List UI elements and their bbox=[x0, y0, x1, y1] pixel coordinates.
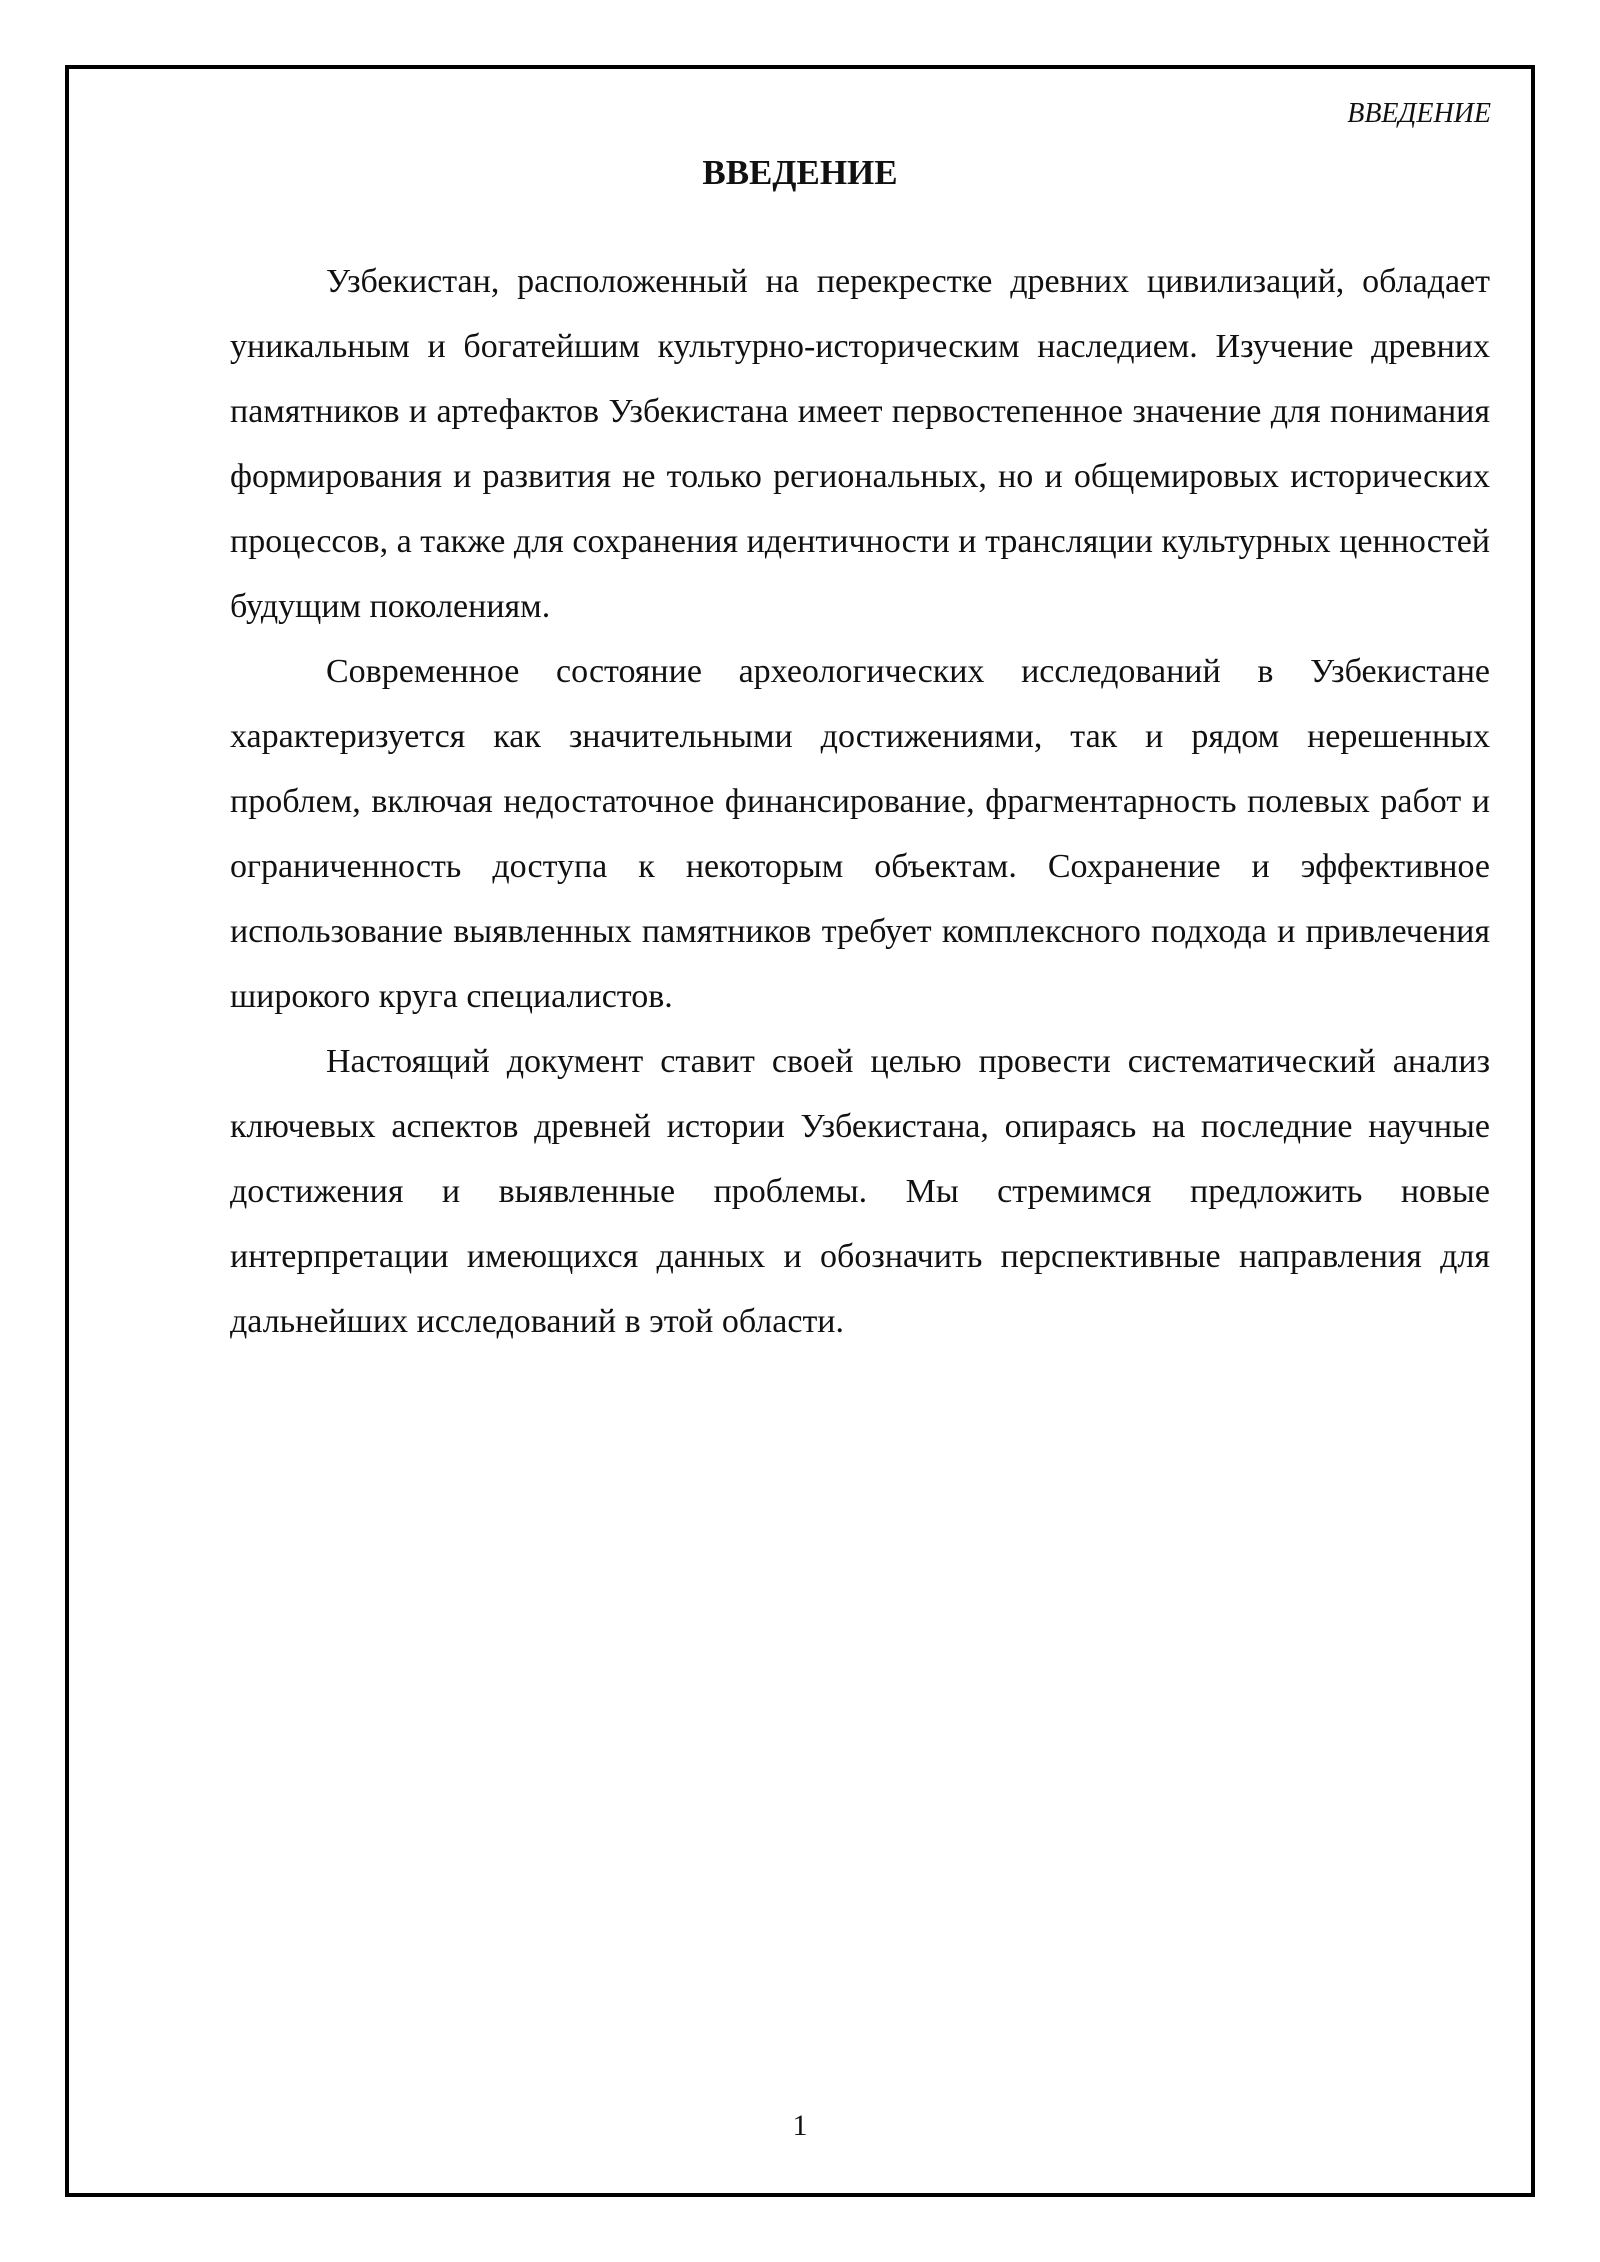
page-title: ВВЕДЕНИЕ bbox=[702, 153, 898, 192]
paragraph-1: Узбекистан, расположенный на перекрестке древних цивилизаций, обладает уникальным и богатейшим культурно-историческим наследием. Изучение древних памятников и артефактов Узбекистана имеет первостепенное значение для понимания формирования и развития не только региональных, но и общемировых исторических процессов, а также для сохранения идентичности и трансляции культурных ценностей будущим поколениям. bbox=[230, 263, 1490, 625]
paragraph-3: Настоящий документ ставит своей целью провести систематический анализ ключевых аспектов древней истории Узбекистана, опираясь на последние научные достижения и выявленные проблемы. Мы стремимся предложить новые интерпретации имеющихся данных и обозначить перспективные направления для дальнейших исследований в этой области. bbox=[230, 1043, 1490, 1340]
page-number: 1 bbox=[792, 2109, 808, 2142]
running-header: ВВЕДЕНИЕ bbox=[1347, 98, 1491, 129]
body-text bbox=[230, 249, 1490, 1354]
paragraph-2: Современное состояние археологических исследований в Узбекистане характеризуется как значительными достижениями, так и рядом нерешенных проблем, включая недостаточное финансирование, фрагментарность полевых работ и ограниченность доступа к некоторым объектам. Сохранение и эффективное использование выявленных памятников требует комплексного подхода и привлечения широкого круга специалистов. bbox=[230, 653, 1490, 1015]
